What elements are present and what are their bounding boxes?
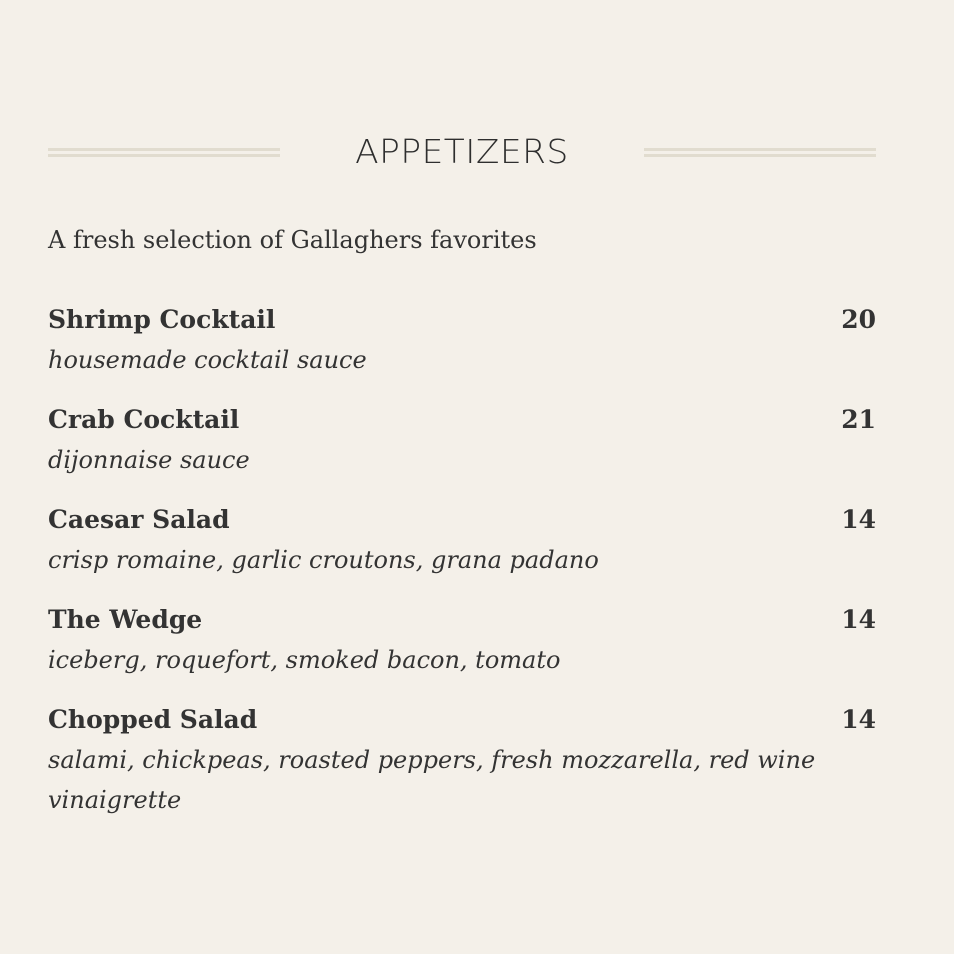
item-name: The Wedge xyxy=(48,605,203,634)
section-header xyxy=(48,128,876,176)
item-description: crisp romaine, garlic croutons, grana padano xyxy=(48,546,599,574)
menu-item-crab-cocktail xyxy=(48,400,876,500)
item-name: Chopped Salad xyxy=(48,705,258,734)
item-description: salami, chickpeas, roasted peppers, fresh mozzarella, red wine vinaigrette xyxy=(48,746,816,814)
left-divider xyxy=(48,148,280,157)
section-subtitle: A fresh selection of Gallaghers favorites xyxy=(48,226,537,254)
item-name: Shrimp Cocktail xyxy=(48,305,276,334)
item-name: Crab Cocktail xyxy=(48,405,240,434)
item-description: dijonnaise sauce xyxy=(48,446,250,474)
menu-item-chopped-salad xyxy=(48,700,876,814)
item-price: 14 xyxy=(841,505,876,534)
item-price: 14 xyxy=(841,605,876,634)
item-price: 14 xyxy=(841,705,876,734)
menu-items-list xyxy=(48,300,876,814)
right-divider xyxy=(644,148,876,157)
section-title: APPETIZERS xyxy=(355,132,569,171)
item-name: Caesar Salad xyxy=(48,505,230,534)
menu-item-the-wedge xyxy=(48,600,876,700)
item-price: 21 xyxy=(841,405,876,434)
item-description: iceberg, roquefort, smoked bacon, tomato xyxy=(48,646,561,674)
item-description: housemade cocktail sauce xyxy=(48,346,367,374)
menu-item-caesar-salad xyxy=(48,500,876,600)
item-price: 20 xyxy=(841,305,876,334)
menu-item-shrimp-cocktail xyxy=(48,300,876,400)
